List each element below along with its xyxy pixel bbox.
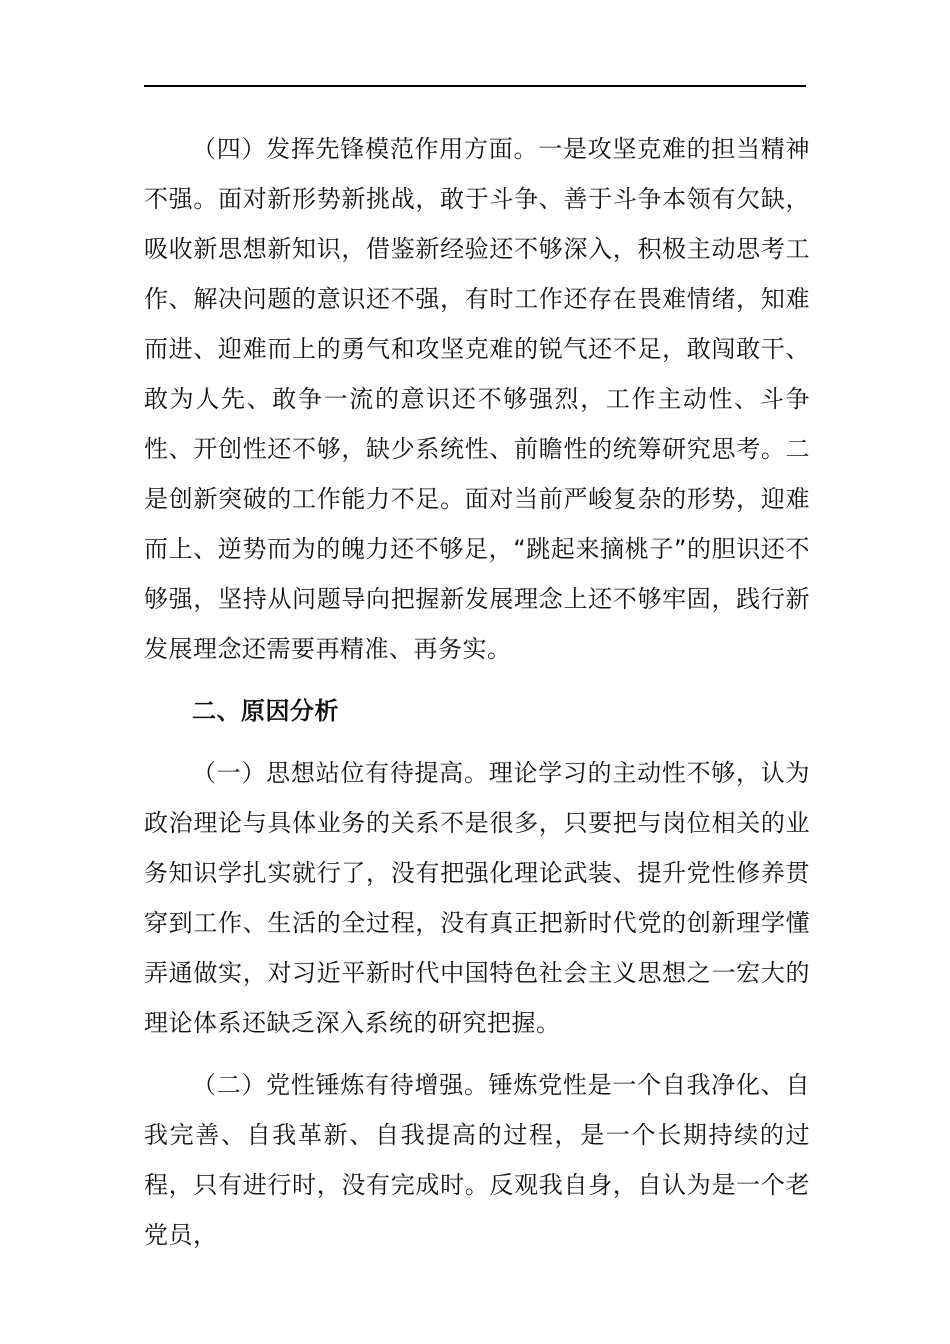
paragraph-pioneer-role: （四）发挥先锋模范作用方面。一是攻坚克难的担当精神不强。面对新形势新挑战，敢于斗争、善于斗争本领有欠缺，吸收新思想新知识，借鉴新经验还不够深入，积极主动思考工作、解决问题的意识还不强，有时工作还存在畏难情绪，知难而进、迎难而上的勇气和攻坚克难的锐气还不足，敢闯敢干、敢为人先、敢争一流的意识还不够强烈，工作主动性、斗争性、开创性还不够，缺少系统性、前瞻性的统筹研究思考。二是创新突破的工作能力不足。面对当前严峻复杂的形势，迎难而上、逆势而为的魄力还不够足，“跳起来摘桃子”的胆识还不够强，坚持从问题导向把握新发展理念上还不够牢固，践行新发展理念还需要再精准、再务实。 bbox=[144, 135, 810, 663]
section-heading-cause-analysis: 二、原因分析 bbox=[192, 697, 339, 725]
header-rule bbox=[144, 85, 806, 87]
document-body bbox=[144, 124, 810, 1260]
paragraph-ideological-stance: （一）思想站位有待提高。理论学习的主动性不够，认为政治理论与具体业务的关系不是很多，只要把与岗位相关的业务知识学扎实就行了，没有把强化理论武装、提升党性修养贯穿到工作、生活的全过程，没有真正把新时代党的创新理学懂弄通做实，对习近平新时代中国特色社会主义思想之一宏大的理论体系还缺乏深入系统的研究把握。 bbox=[144, 759, 810, 1037]
paragraph-party-spirit: （二）党性锤炼有待增强。锤炼党性是一个自我净化、自我完善、自我革新、自我提高的过程，是一个长期持续的过程，只有进行时，没有完成时。反观我自身，自认为是一个老党员， bbox=[144, 1071, 810, 1249]
